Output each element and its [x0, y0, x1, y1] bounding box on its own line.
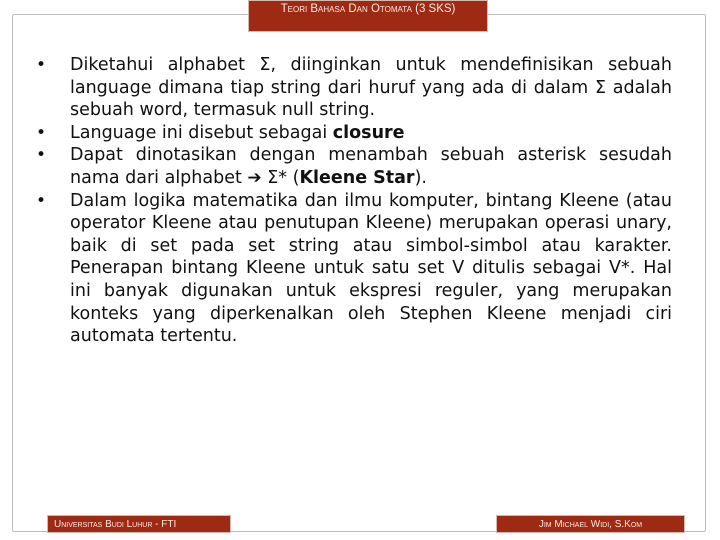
bullet-dot: • — [36, 122, 47, 143]
bullet-text: Diketahui alphabet Σ, diinginkan untuk mendefinisikan sebuah language dimana tiap string dari huruf yang ada di dalam Σ adalah sebuah word, termasuk null string. — [70, 55, 672, 121]
bullet-text: Dalam logika matematika dan ilmu komputer, bintang Kleene (atau operator Kleene atau penutupan Kleene) merupakan operasi unary, baik di set pada set string atau simbol-simbol atau karakter. Penerapan bintang Kleene untuk satu set V ditulis sebagai V*. Hal ini banyak digunakan untuk ekspresi reguler, yang merupakan konteks yang diperkenalkan oleh Stephen Kleene menjadi ciri automata tertentu. — [70, 190, 672, 347]
bullet-text: Language ini disebut sebagai — [70, 122, 333, 143]
bullet-bold-term: Kleene Star — [299, 167, 415, 188]
bullet-item — [30, 190, 672, 348]
footer-right-badge — [496, 515, 685, 533]
bullet-text-end: ). — [414, 167, 427, 188]
header-title: Teori Bahasa Dan Otomata (3 SKS) — [280, 3, 456, 15]
bullet-item — [30, 144, 672, 189]
bullet-dot: • — [36, 145, 47, 166]
header-title-badge — [248, 0, 488, 32]
footer-left-badge — [47, 515, 231, 533]
bullet-dot: • — [36, 55, 47, 75]
bullet-item — [30, 122, 672, 145]
bullet-bold-term: closure — [332, 122, 405, 143]
bullet-list — [30, 54, 672, 348]
arrow-right-icon: ➔ — [247, 167, 262, 188]
bullet-dot: • — [36, 190, 47, 211]
bullet-item — [30, 54, 672, 122]
footer-left-text: Universitas Budi Luhur - FTI — [54, 519, 177, 530]
sigma-star: Σ* ( — [261, 167, 300, 188]
bullet-text: Dapat dinotasikan dengan menambah sebuah asterisk sesudah nama dari alphabet — [70, 145, 672, 188]
footer-right-text: Jim Michael Widi, S.Kom — [538, 519, 643, 530]
